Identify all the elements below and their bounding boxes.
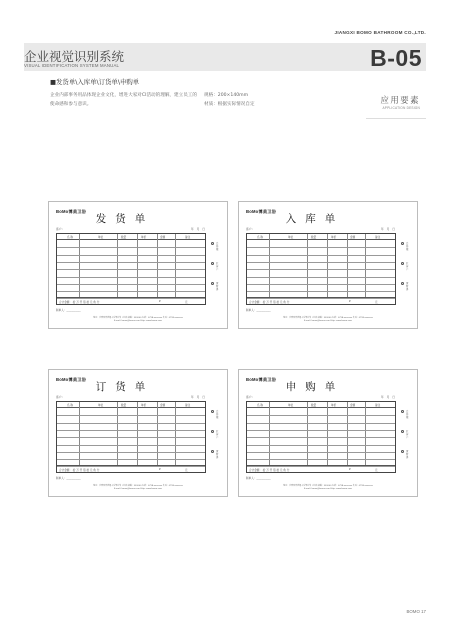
form-table-row-line [247,430,395,431]
form-signature: 制单人：___________ [246,477,271,480]
form-total-label: 合计金额： 拾 万 仟 佰 拾 元 角 分 [59,301,100,304]
form-table-row-line [247,284,395,285]
form-table-column-line [79,402,80,465]
divider [366,118,426,119]
form-signature: 制单人：___________ [246,309,271,312]
form-table-row-line [57,284,205,285]
form-customer-label: 客户： [246,227,255,231]
form-table-row-line [247,269,395,270]
binding-hole-icon [211,242,214,245]
form-address-line: 地址：江西省景德镇市浮梁县某工业园 邮编：333000 电话：0798-xxxxxxx 传真：0798-xxxxxxx [283,485,373,487]
form-copy-label: 红客户 [216,262,219,271]
form-table-row-line [247,262,395,263]
form-table-row-line [247,423,395,424]
form-table-column-line [137,402,138,465]
form-table-column-line [175,402,176,465]
binding-hole-icon [401,450,404,453]
form-table-column-line [137,234,138,297]
binding-hole-icon [211,282,214,285]
form-table [246,401,396,473]
form-column-header: 备注 [185,235,191,239]
form-table-column-line [365,234,366,297]
form-copy-label: 白存根 [406,410,409,419]
form-total-unit: 元 [375,469,378,472]
form-copy-label: 白存根 [406,242,409,251]
binding-hole-icon [401,242,404,245]
form-total-row [247,297,395,304]
application-title: 应用要素 [380,95,420,105]
form-column-header: 名 称 [257,403,264,407]
form-contact-line: E-mail: bomo@bomo.com Http: www.bomo.com [304,320,352,323]
form-logo: BoMo博美卫浴 [56,377,86,382]
form-signature: 制单人：___________ [56,477,81,480]
form-table-row-line [57,452,205,453]
form-address-line: 地址：江西省景德镇市浮梁县某工业园 邮编：333000 电话：0798-xxxxxxx 传真：0798-xxxxxxx [93,317,183,319]
binding-hole-icon [401,430,404,433]
form-address [61,317,215,323]
application-subtitle: APPLICATION DESIGN [382,106,420,110]
form-column-header: 单价 [141,235,147,239]
form-total-label: 合计金额： 拾 万 仟 佰 拾 元 角 分 [249,301,290,304]
form-column-header: 数量 [311,403,317,407]
form-1 [238,201,418,329]
binding-hole-icon [211,410,214,413]
form-total-row [247,465,395,472]
form-column-header: 单价 [331,235,337,239]
form-table-row-line [57,430,205,431]
binding-hole-icon [211,430,214,433]
form-column-header: 备注 [185,403,191,407]
form-table [56,401,206,473]
form-copy-label: 红客户 [406,262,409,271]
section-description: 企业内部事务用品体现企业文化，增进大家对CI活动的理解，建立员工的使命感和参与意识。 [50,93,197,107]
binding-hole-icon [211,450,214,453]
form-column-header: 单价 [331,403,337,407]
form-column-header: 单位 [288,403,294,407]
form-copy-label: 红客户 [216,430,219,439]
form-total-currency: ¥ [349,468,351,471]
form-total-label: 合计金额： 拾 万 仟 佰 拾 元 角 分 [59,469,100,472]
form-total-currency: ¥ [159,468,161,471]
form-date-label: 年 月 日 [380,395,396,399]
form-total-label: 合计金额： 拾 万 仟 佰 拾 元 角 分 [249,469,290,472]
form-column-header: 名 称 [67,235,74,239]
form-title: 订货单 [95,381,155,393]
form-table-row-line [57,423,205,424]
spec-block [204,92,255,109]
form-date-label: 年 月 日 [190,395,206,399]
form-table-row-line [247,255,395,256]
form-table-row-line [247,437,395,438]
form-column-header: 单位 [288,235,294,239]
form-table-column-line [175,234,176,297]
form-date-label: 年 月 日 [380,227,396,231]
form-column-header: 名 称 [67,403,74,407]
form-column-header: 金额 [160,235,166,239]
form-0 [48,201,228,329]
form-copy-label: 红客户 [406,430,409,439]
form-table-column-line [365,402,366,465]
form-customer-label: 客户： [56,395,65,399]
form-table-column-line [347,402,348,465]
form-copy-label: 黄财务 [406,450,409,459]
binding-hole-icon [401,282,404,285]
form-table-column-line [327,402,328,465]
form-table-row-line [247,445,395,446]
form-table-column-line [269,234,270,297]
form-column-header: 数量 [121,235,127,239]
form-column-header: 数量 [311,235,317,239]
form-total-currency: ¥ [159,300,161,303]
form-column-header: 名 称 [257,235,264,239]
form-copy-label: 黄财务 [216,450,219,459]
form-column-header: 数量 [121,403,127,407]
company-name: JIANGXI BOMO BATHROOM CO.,LTD. [334,30,426,35]
form-column-header: 单位 [98,235,104,239]
form-total-unit: 元 [185,301,188,304]
form-logo: BoMo博美卫浴 [246,209,276,214]
form-column-header: 金额 [350,235,356,239]
form-total-row [57,465,205,472]
form-table-row-line [57,415,205,416]
form-table-row-line [247,459,395,460]
form-total-currency: ¥ [349,300,351,303]
form-copy-label: 白存根 [216,242,219,251]
page-title: 企业视觉识别系统 [24,49,125,64]
form-contact-line: E-mail: bomo@bomo.com Http: www.bomo.com [114,320,162,323]
form-table-row-line [247,415,395,416]
form-logo: BoMo博美卫浴 [56,209,86,214]
form-column-header: 备注 [375,403,381,407]
form-column-header: 金额 [160,403,166,407]
form-table-column-line [117,234,118,297]
form-table-row-line [57,269,205,270]
spec-size: 规格：200×140mm [204,93,249,98]
form-title: 入库单 [285,213,345,225]
spec-material: 材质：根据实际情况自定 [204,101,255,107]
form-table-row-line [57,262,205,263]
form-3 [238,369,418,497]
form-contact-line: E-mail: bomo@bomo.com Http: www.bomo.com [304,488,352,491]
form-address-line: 地址：江西省景德镇市浮梁县某工业园 邮编：333000 电话：0798-xxxxxxx 传真：0798-xxxxxxx [283,317,373,319]
form-contact-line: E-mail: bomo@bomo.com Http: www.bomo.com [114,488,162,491]
form-table-row-line [57,247,205,248]
form-table-column-line [307,402,308,465]
form-table-row-line [57,445,205,446]
form-customer-label: 客户： [246,395,255,399]
form-copy-label: 黄财务 [406,282,409,291]
form-table [246,233,396,305]
form-table-column-line [157,234,158,297]
form-table-row-line [57,255,205,256]
form-column-header: 单价 [141,403,147,407]
form-copy-label: 黄财务 [216,282,219,291]
section-code: B-05 [370,45,422,71]
form-table [56,233,206,305]
form-table-column-line [117,402,118,465]
form-total-row [57,297,205,304]
form-table-column-line [327,234,328,297]
form-table-row-line [247,291,395,292]
binding-hole-icon [211,262,214,265]
form-table-row-line [247,247,395,248]
form-logo: BoMo博美卫浴 [246,377,276,382]
form-total-unit: 元 [185,469,188,472]
form-2 [48,369,228,497]
form-address [251,317,405,323]
form-table-column-line [79,234,80,297]
form-table-row-line [57,437,205,438]
form-copy-label: 白存根 [216,410,219,419]
form-table-row-line [57,459,205,460]
form-title: 申购单 [285,381,345,393]
form-table-row-line [247,277,395,278]
form-address [61,485,215,491]
binding-hole-icon [401,410,404,413]
form-column-header: 单位 [98,403,104,407]
page-subtitle: VISUAL IDENTIFICATION SYSTEM MANUAL [24,63,120,68]
form-table-column-line [269,402,270,465]
form-date-label: 年 月 日 [190,227,206,231]
form-table-row-line [57,291,205,292]
form-column-header: 备注 [375,235,381,239]
form-customer-label: 客户： [56,227,65,231]
form-table-row-line [247,452,395,453]
form-table-column-line [347,234,348,297]
form-column-header: 金额 [350,403,356,407]
form-address-line: 地址：江西省景德镇市浮梁县某工业园 邮编：333000 电话：0798-xxxxxxx 传真：0798-xxxxxxx [93,485,183,487]
form-table-column-line [157,402,158,465]
form-table-column-line [307,234,308,297]
form-table-row-line [57,277,205,278]
form-total-unit: 元 [375,301,378,304]
page-footer: BOMO 17 [406,609,426,614]
form-signature: 制单人：___________ [56,309,81,312]
section-heading: ■发货单\入库单\订货单\申购单 [50,78,140,86]
binding-hole-icon [401,262,404,265]
form-address [251,485,405,491]
form-title: 发货单 [95,213,155,225]
